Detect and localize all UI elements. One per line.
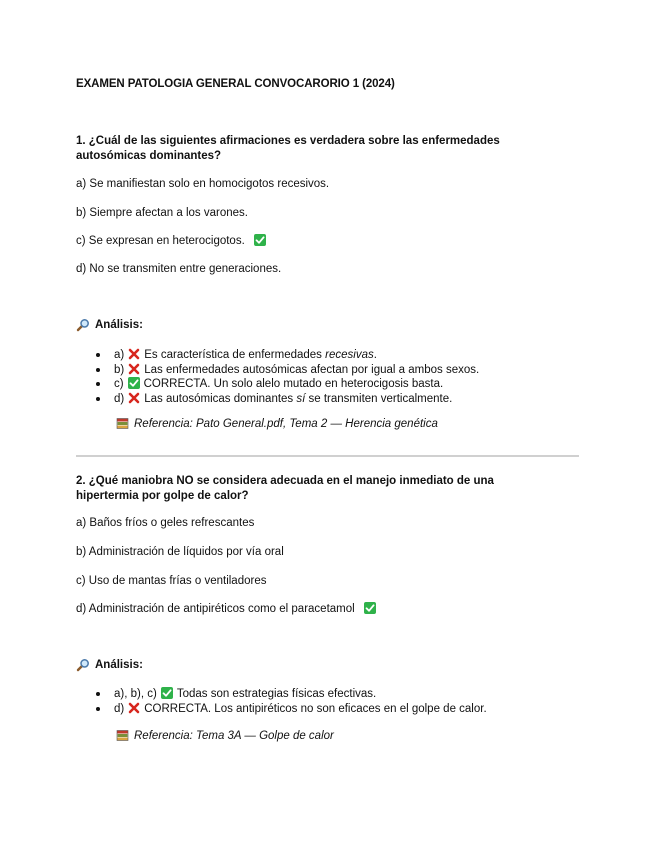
books-icon [116,417,129,430]
analysis-item-prefix: d) [114,702,125,715]
question-2-analysis-heading [76,658,143,672]
analysis-item-text: se transmiten verticalmente. [305,392,453,405]
question-2-option-c [76,574,266,588]
question-1-option-a [76,177,329,191]
section-divider [76,455,579,457]
analysis-item-prefix: b) [114,363,125,376]
check-mark-icon [128,377,140,389]
question-1-reference [116,417,438,430]
analysis-item-text: Las enfermedades autosómicas afectan por igual a ambos sexos. [144,363,480,376]
analysis-item-emphasis: sí [296,392,306,405]
reference-text: Referencia: Pato General.pdf, Tema 2 — Herencia genética [134,417,438,430]
question-1-analysis-list [76,348,479,406]
analysis-item-text: . [373,349,377,361]
cross-mark-icon [128,392,140,404]
analysis-item-text: Todas son estrategias físicas efectivas. [176,688,377,700]
analysis-label: Análisis: [95,319,143,331]
option-text: c) Se expresan en heterocigotos. [76,235,245,247]
magnifying-glass-icon [76,318,90,332]
cross-mark-icon [128,348,140,360]
question-2-option-a [76,516,254,530]
question-1-text: 1. ¿Cuál de las siguientes afirmaciones es verdadera sobre las enfermedades autosómicas dominantes? [76,135,500,162]
analysis-item [76,392,479,407]
analysis-item-text: CORRECTA. Un solo alelo mutado en heterocigosis basta. [143,378,444,391]
question-1-analysis-heading [76,318,143,332]
analysis-item [76,377,479,392]
option-text: a) Se manifiestan solo en homocigotos recesivos. [76,178,330,190]
question-2-reference [116,729,334,742]
analysis-item-prefix: d) [114,392,125,405]
analysis-item-emphasis: recesivas [325,349,374,361]
analysis-item-prefix: c) [114,378,124,391]
option-text: c) Uso de mantas frías o ventiladores [76,575,267,587]
reference-text: Referencia: Tema 3A — Golpe de calor [134,729,334,742]
question-1-option-d [76,262,281,276]
question-2-text: 2. ¿Qué maniobra NO se considera adecuada en el manejo inmediato de una hipertermia por golpe de calor? [76,475,494,502]
question-2-option-b [76,545,284,559]
check-mark-icon [364,602,376,614]
analysis-item [76,348,479,363]
question-1-option-c [76,234,266,248]
analysis-label: Análisis: [95,659,143,671]
check-mark-icon [161,687,173,699]
option-text: a) Baños fríos o geles refrescantes [76,517,255,529]
option-text: b) Administración de líquidos por vía oral [76,546,284,558]
analysis-item-text: Las autosómicas dominantes [144,392,297,405]
analysis-item [76,687,487,702]
question-1-option-b [76,206,248,220]
analysis-item-text: CORRECTA. Los antipiréticos no son eficaces en el golpe de calor. [144,702,487,715]
option-text: d) No se transmiten entre generaciones. [76,263,282,275]
analysis-item [76,363,479,378]
cross-mark-icon [128,363,140,375]
analysis-item [76,702,487,717]
cross-mark-icon [128,702,140,714]
option-text: b) Siempre afectan a los varones. [76,207,248,219]
question-2-analysis-list [76,687,487,716]
analysis-item-text: Es característica de enfermedades [144,349,326,361]
check-mark-icon [254,234,266,246]
books-icon [116,729,129,742]
magnifying-glass-icon [76,658,90,672]
question-2-option-d [76,602,376,616]
option-text: d) Administración de antipiréticos como el paracetamol [76,603,355,615]
analysis-item-prefix: a), b), c) [114,688,157,700]
document-title: EXAMEN PATOLOGIA GENERAL CONVOCARORIO 1 (2024) [76,78,395,90]
analysis-item-prefix: a) [114,349,125,361]
